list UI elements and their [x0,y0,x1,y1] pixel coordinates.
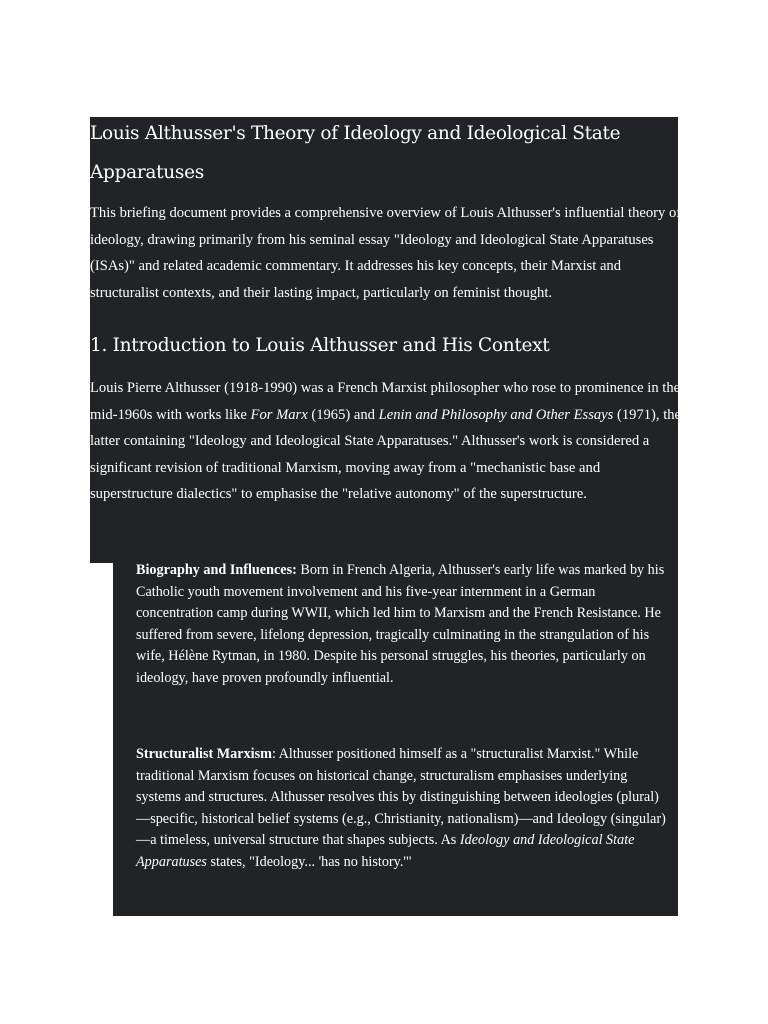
bullet-structuralism-text: : Althusser positioned himself as a "structuralist Marxist." While traditional Marxism focuses on historical change, structuralism emphasises underlying systems and structures. Althusser resolves this by distinguishing between ideologies (plural)—specific, historical belief systems (e.g., Christianity, nationalism)—and Ideology (singular)—a timeless, universal structure that shapes subjects. As [136,746,666,849]
section-paragraph [90,375,686,508]
section-text-1: Louis Pierre Althusser (1918-1990) was a French Marxist philosopher who rose to prominence in the mid-1960s with works like [90,380,681,423]
work-title-for-marx: For Marx [250,406,308,423]
intro-paragraph: This briefing document provides a comprehensive overview of Louis Althusser's influential theory of ideology, drawing primarily from his seminal essay "Ideology and Ideological State Apparatuses (ISAs)" and related academic commentary. It addresses his key concepts, their Marxist and structuralist contexts, and their lasting impact, particularly on feminist thought. [90,205,682,301]
document-title: Louis Althusser's Theory of Ideology and Ideological State Apparatuses [90,123,621,183]
section-text-2: (1965) and [307,406,379,423]
section-text-3: (1971), the latter containing "Ideology and Ideological State Apparatuses." Althusser's work is considered a significant revision of traditional Marxism, moving away from a "mechanistic base and superstructure dialectics" to emphasise the "relative autonomy" of the superstructure. [90,406,682,502]
bullet-biography-text: Born in French Algeria, Althusser's early life was marked by his Catholic youth movement involvement and his five-year internment in a German concentration camp during WWII, which led him to Marxism and the French Resistance. He suffered from severe, lifelong depression, tragically culminating in the strangulation of his wife, Hélène Rytman, in 1980. Despite his personal struggles, his theories, particularly on ideology, have proven profoundly influential. [136,562,665,686]
work-title-lenin: Lenin and Philosophy and Other Essays [378,406,614,423]
section-heading: 1. Introduction to Louis Althusser and His Context [90,335,550,356]
bullet-structuralism [136,744,671,874]
bullet-biography-label: Biography and Influences: [136,562,297,578]
bullet-biography [136,560,671,690]
bullet-structuralism-text-2: states, "Ideology... 'has no history.'" [206,853,412,870]
work-title-isa: Ideology and Ideological State Apparatuses [136,832,635,870]
bullet-structuralism-label: Structuralist Marxism [136,746,272,762]
